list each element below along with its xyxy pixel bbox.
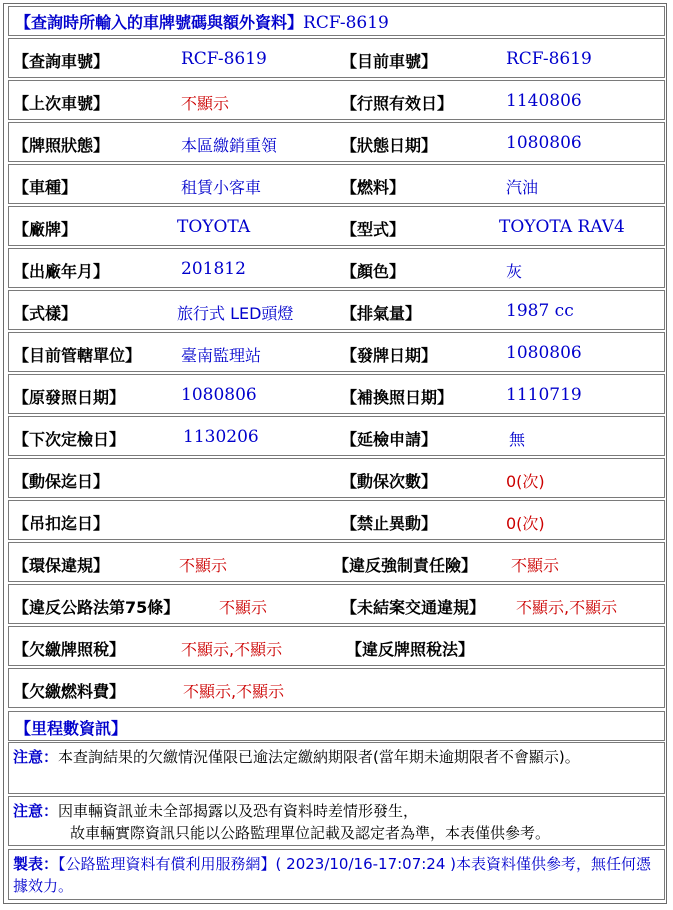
field-value: 無 [509,430,526,449]
field-value: 不顯示,不顯示 [516,598,618,617]
note2-line1: 因車輛資訊並未全部揭露以及恐有資料時差情形發生， [58,802,419,820]
field-label: 【欠繳牌照稅】 [13,640,126,659]
field-value: 不顯示 [511,556,560,575]
field-value: 1130206 [183,427,259,447]
field-value: 0(次) [506,472,545,491]
field-label: 【目前管轄單位】 [13,346,142,365]
field-value: RCF-8619 [181,49,267,69]
field-label: 【欠繳燃料費】 [13,682,126,701]
field-value: 旅行式 LED頭燈 [177,304,294,323]
field-label: 【目前車號】 [341,52,438,71]
field-label: 【禁止異動】 [341,514,438,533]
field-label: 【型式】 [341,220,406,239]
table-row [8,458,665,498]
table-row [8,500,665,540]
table-row [8,668,665,708]
footer-row [8,849,665,900]
field-value: 1140806 [506,91,582,111]
note2-line2: 故車輛實際資訊只能以公路監理單位記載及認定者為準，本表僅供參考。 [70,824,551,842]
footer-service: 【公路監理資料有償利用服務網】 [58,855,276,873]
field-label: 【原發照日期】 [13,388,126,407]
field-label: 【延檢申請】 [341,430,438,449]
field-value: 不顯示,不顯示 [183,682,285,701]
field-label: 【出廠年月】 [13,262,110,281]
note2-row [8,796,665,846]
field-label: 【動保迄日】 [13,472,110,491]
table-row [8,164,665,204]
field-value: 1110719 [506,385,582,405]
field-label: 【環保違規】 [13,556,110,575]
table-row [8,332,665,372]
note1-label: 注意： [13,748,59,766]
field-value: 不顯示 [179,556,228,575]
field-value: 1080806 [506,343,582,363]
note1 [13,746,658,768]
field-label: 【顏色】 [341,262,406,281]
field-value: TOYOTA RAV4 [499,217,625,237]
field-value: 1080806 [506,133,582,153]
note1-text: 本查詢結果的欠繳情況僅限已逾法定繳納期限者(當年期未逾期限者不會顯示)。 [58,748,580,766]
field-value: 1987 cc [506,301,574,321]
field-label: 【違反強制責任險】 [333,556,478,575]
field-value: 不顯示 [181,94,230,113]
table-row [8,374,665,414]
table-row [8,38,665,78]
field-label: 【下次定檢日】 [13,430,126,449]
field-label: 【式樣】 [13,304,78,323]
field-label: 【發牌日期】 [341,346,438,365]
field-label: 【上次車號】 [13,94,110,113]
table-row [8,626,665,666]
field-value: 201812 [181,259,246,279]
field-value: 灰 [506,262,523,281]
field-value: 臺南監理站 [181,346,262,365]
field-value: 汽油 [506,178,539,197]
field-label: 【未結案交通違規】 [341,598,486,617]
field-label: 【狀態日期】 [341,136,438,155]
table-row [8,122,665,162]
field-value: 本區繳銷重領 [181,136,278,155]
field-label: 【燃料】 [341,178,406,197]
table-row [8,206,665,246]
field-value: 租賃小客車 [181,178,262,197]
field-value: 不顯示,不顯示 [181,640,283,659]
table-row [8,416,665,456]
mileage-title: 【里程數資訊】 [15,719,128,738]
field-label: 【吊扣迄日】 [13,514,110,533]
field-label: 【車種】 [13,178,78,197]
table-row [8,290,665,330]
field-label: 【排氣量】 [341,304,422,323]
table-row [8,80,665,120]
header-row [8,6,665,36]
footer-label: 製表： [13,855,59,873]
field-value: TOYOTA [177,217,251,237]
note2 [13,800,658,844]
footer-time: ( 2023/10/16-17:07:24 ) [275,855,457,873]
header-title: 【查詢時所輸入的車牌號碼與額外資料】 [15,13,304,32]
note1-row [8,742,665,794]
field-label: 【違反牌照稅法】 [346,640,475,659]
field-label: 【動保次數】 [341,472,438,491]
note2-label: 注意： [13,802,59,820]
table-row [8,248,665,288]
footer-note [13,853,658,897]
page-title [15,10,389,33]
table-row [8,542,665,582]
footer-text: 本表資料僅供參考，無任何憑據效力。 [13,855,652,895]
field-label: 【行照有效日】 [341,94,454,113]
field-value: RCF-8619 [506,49,592,69]
header-plate: RCF-8619 [303,13,389,33]
field-label: 【查詢車號】 [13,52,110,71]
field-label: 【牌照狀態】 [13,136,110,155]
field-label: 【補換照日期】 [341,388,454,407]
field-value: 不顯示 [219,598,268,617]
field-label: 【違反公路法第75條】 [13,598,180,617]
mileage-row [8,711,665,741]
field-value: 0(次) [506,514,545,533]
table-row [8,584,665,624]
field-label: 【廠牌】 [13,220,78,239]
field-value: 1080806 [181,385,257,405]
